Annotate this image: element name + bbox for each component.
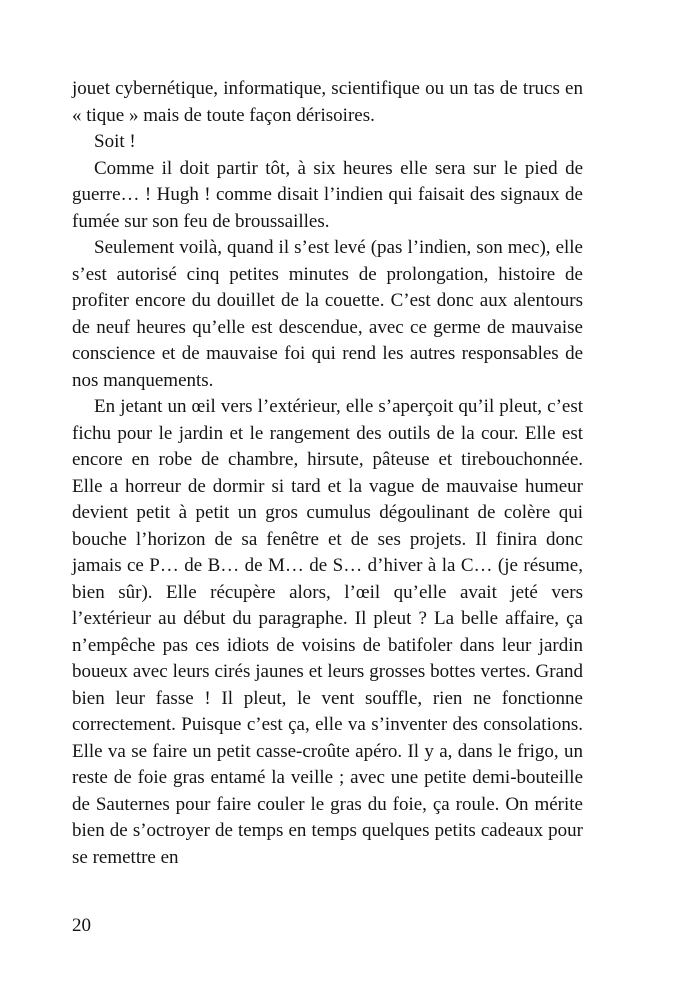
paragraph: Comme il doit partir tôt, à six heures elle sera sur le pied de guerre… ! Hugh ! comme disait l’indien qui faisait des signaux de fumée sur son feu de broussailles.: [72, 157, 583, 232]
paragraph-continued: jouet cybernétique, informatique, scientifique ou un tas de trucs en « tique » mais de toute façon dérisoires.: [72, 78, 583, 126]
body-text: [72, 76, 583, 871]
paragraph: Seulement voilà, quand il s’est levé (pas l’indien, son mec), elle s’est autorisé cinq petites minutes de prolongation, histoire de profiter encore du douillet de la couette. C’est donc aux alentours de neuf heures qu’elle est descendue, avec ce germe de mauvaise conscience et de mauvaise foi qui rend les autres responsables de nos manquements.: [72, 237, 583, 391]
page-number: 20: [72, 915, 91, 936]
paragraph: Soit !: [94, 131, 136, 152]
paragraph: En jetant un œil vers l’extérieur, elle s’aperçoit qu’il pleut, c’est fichu pour le jardin et le rangement des outils de la cour. Elle est encore en robe de chambre, hirsute, pâteuse et tirebouchonnée. Elle a horreur de dormir si tard et la vague de mauvaise humeur devient petit à petit un gros cumulus dégoulinant de colère qui bouche l’horizon de sa fenêtre et de ses projets. Il finira donc jamais ce P… de B… de M… de S… d’hiver à la C… (je résume, bien sûr). Elle récupère alors, l’œil qu’elle avait jeté vers l’extérieur au début du paragraphe. Il pleut ? La belle affaire, ça n’empêche pas ces idiots de voisins de batifoler dans leur jardin boueux avec leurs cirés jaunes et leurs grosses bottes vertes. Grand bien leur fasse ! Il pleut, le vent souffle, rien ne fonctionne correctement. Puisque c’est ça, elle va s’inventer des consolations. Elle va se faire un petit casse-croûte apéro. Il y a, dans le frigo, un reste de foie gras entamé la veille ; avec une petite demi-bouteille de Sauternes pour faire couler le gras du foie, ça roule. On mérite bien de s’octroyer de temps en temps quelques petits cadeaux pour se remettre en: [72, 396, 583, 868]
